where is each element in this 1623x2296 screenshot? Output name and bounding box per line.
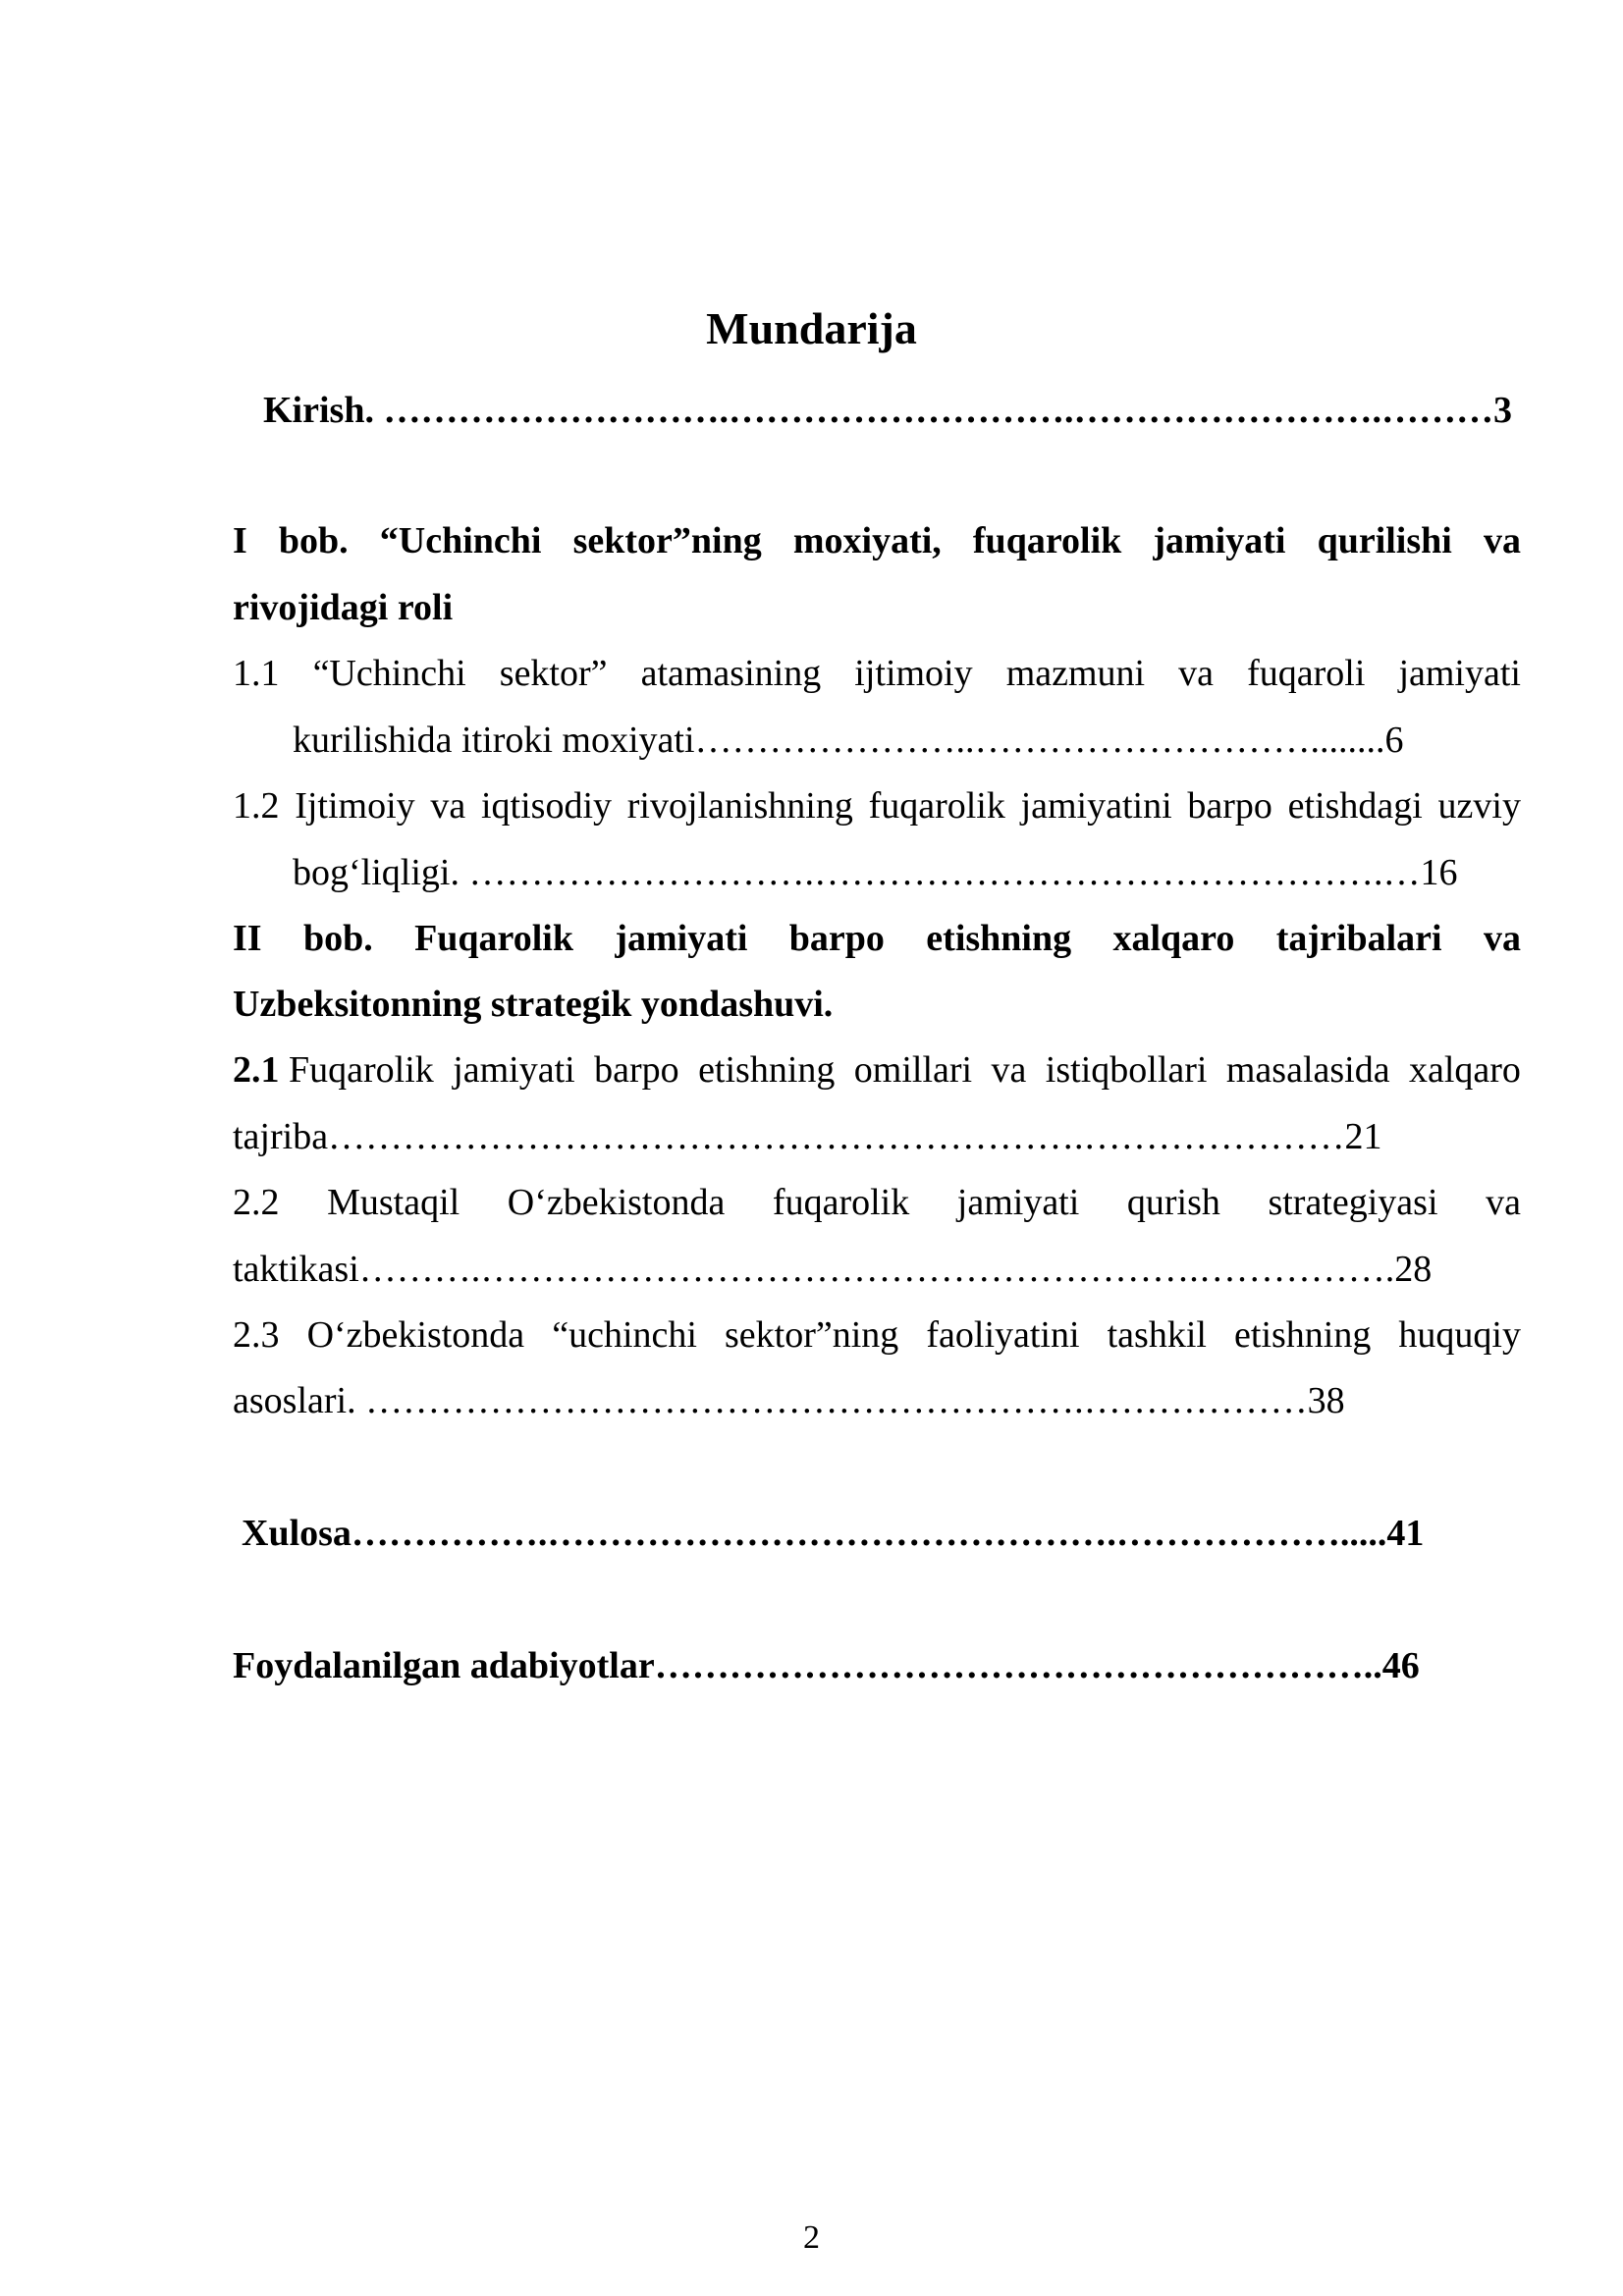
toc-word: fuqarolik: [772, 1182, 910, 1223]
toc-word: qurilishi: [1317, 520, 1452, 561]
toc-word: fuqaroli: [1247, 653, 1366, 694]
toc-word: fuqarolik: [972, 520, 1122, 561]
toc-word: mazmuni: [1005, 653, 1146, 694]
toc-word: bob.: [278, 520, 349, 561]
toc-word: 2.2: [233, 1182, 280, 1223]
toc-word: va: [1486, 1182, 1521, 1223]
toc-entry-section-2-2-line2: taktikasi……….………………………………………………….…………….28: [233, 1249, 1433, 1290]
toc-word: sektor”: [499, 653, 608, 694]
toc-entry-section-2-1-line2: tajriba…………………………………………………….…………………21: [233, 1116, 1382, 1157]
toc-entry-section-2-1-line1: [233, 1051, 1521, 1089]
toc-word: barpo: [788, 918, 885, 959]
toc-word: Fuqarolik: [289, 1049, 434, 1091]
toc-word: 2.3: [233, 1314, 280, 1356]
toc-word: O‘zbekistonda: [507, 1182, 726, 1223]
toc-word: jamiyati: [956, 1182, 1080, 1223]
toc-word: omillari: [853, 1049, 973, 1091]
toc-entry-references: Foydalanilgan adabiyotlar…………………………………………………..46: [233, 1645, 1420, 1686]
toc-entry-section-1-2-line2: bog‘liqligi. ……………………….……………………………………….…16: [293, 852, 1458, 893]
toc-entry-chapter1-line1: [233, 522, 1521, 560]
toc-word: va: [1178, 653, 1215, 694]
toc-entry-chapter2-line2: Uzbeksitonning strategik yondashuvi.: [233, 984, 834, 1025]
toc-word: jamiyati: [615, 918, 748, 959]
toc-word: jamiyatini: [1020, 785, 1172, 827]
toc-word: “Uchinchi: [379, 520, 542, 561]
toc-word: sektor”ning: [725, 1314, 899, 1356]
toc-word: barpo: [1187, 785, 1272, 827]
toc-entry-chapter1-line2: rivojidagi roli: [233, 587, 454, 628]
toc-word: barpo: [594, 1049, 679, 1091]
toc-word: Fuqarolik: [414, 918, 573, 959]
toc-word: 1.1: [233, 653, 280, 694]
toc-word: moxiyati,: [792, 520, 942, 561]
toc-word: tashkil: [1107, 1314, 1207, 1356]
toc-word: strategiyasi: [1268, 1182, 1438, 1223]
toc-word: atamasining: [640, 653, 822, 694]
toc-word: rivojlanishning: [626, 785, 853, 827]
toc-word: II: [233, 918, 262, 959]
toc-word: va: [1483, 918, 1521, 959]
toc-word: “uchinchi: [552, 1314, 697, 1356]
toc-word: va: [991, 1049, 1027, 1091]
toc-word: xalqaro: [1112, 918, 1235, 959]
toc-word: va: [430, 785, 466, 827]
toc-word: iqtisodiy: [480, 785, 613, 827]
toc-entry-section-1-1-line1: [233, 655, 1521, 692]
toc-word: qurish: [1126, 1182, 1220, 1223]
toc-word: Mustaqil: [327, 1182, 460, 1223]
toc-word: bob.: [302, 918, 373, 959]
toc-word: uzviy: [1437, 785, 1521, 827]
toc-word: va: [1483, 520, 1521, 561]
toc-word: masalasida: [1225, 1049, 1390, 1091]
toc-word: etishdagi: [1287, 785, 1423, 827]
toc-word: etishning: [1234, 1314, 1372, 1356]
toc-word: jamiyati: [1153, 520, 1286, 561]
toc-word: Ijtimoiy: [295, 785, 415, 827]
toc-word: etishning: [926, 918, 1072, 959]
toc-entry-intro: Kirish. ……………………….……………………….…………………….………3: [263, 390, 1512, 431]
toc-entry-section-2-2-line1: [233, 1184, 1521, 1221]
toc-word: etishning: [698, 1049, 836, 1091]
toc-entry-section-2-3-line2: asoslari. ………………………………………………….………………38: [233, 1380, 1345, 1421]
toc-word: I: [233, 520, 247, 561]
toc-word: istiqbollari: [1045, 1049, 1208, 1091]
toc-entry-section-1-2-line1: [233, 787, 1521, 825]
toc-entry-section-1-1-line2: kurilishida itiroki moxiyati…………………..………………………........6: [293, 720, 1404, 761]
page-number: 2: [803, 2219, 820, 2256]
page-title: Mundarija: [706, 303, 917, 353]
toc-word: fuqarolik: [868, 785, 1005, 827]
toc-word: xalqaro: [1408, 1049, 1521, 1091]
toc-word: 1.2: [233, 785, 280, 827]
toc-word: jamiyati: [1398, 653, 1521, 694]
toc-entry-conclusion: Xulosa…………….……………………………………….……………….....41: [242, 1513, 1425, 1554]
toc-word: huquqiy: [1398, 1314, 1521, 1356]
toc-word: ijtimoiy: [854, 653, 973, 694]
toc-word: O‘zbekistonda: [306, 1314, 525, 1356]
toc-entry-section-2-3-line1: [233, 1316, 1521, 1354]
toc-section-number: 2.1: [233, 1049, 280, 1091]
toc-word: jamiyati: [453, 1049, 575, 1091]
toc-word: “Uchinchi: [312, 653, 466, 694]
toc-word: sektor”ning: [572, 520, 762, 561]
toc-word: faoliyatini: [926, 1314, 1080, 1356]
toc-word: tajribalari: [1275, 918, 1442, 959]
toc-entry-chapter2-line1: [233, 920, 1521, 957]
